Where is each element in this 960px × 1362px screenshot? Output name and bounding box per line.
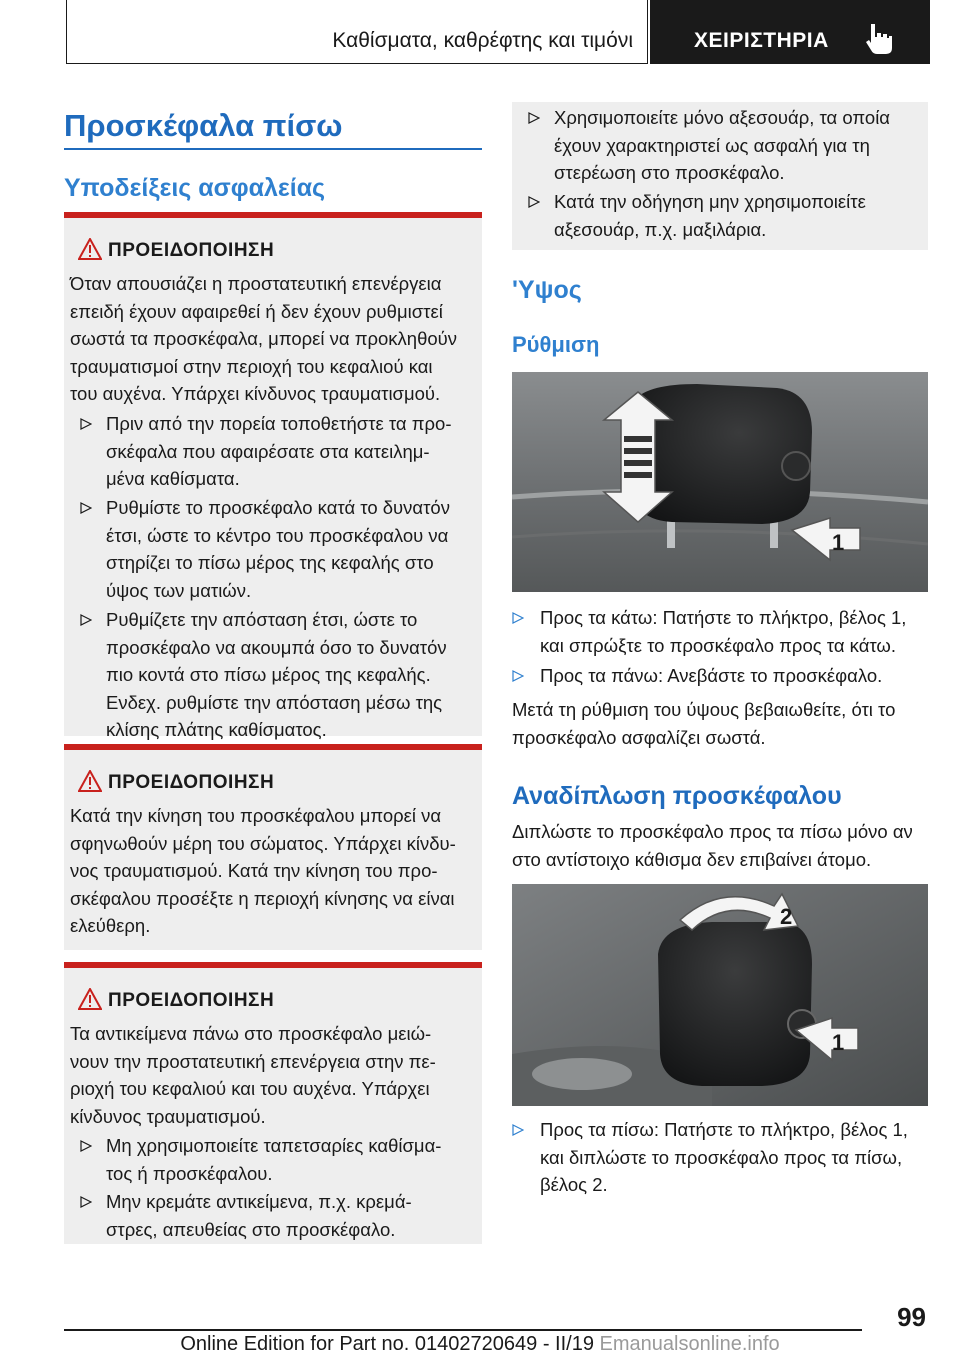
list-item-line: τος ή προσκέφαλου. bbox=[106, 1162, 273, 1184]
page-header bbox=[66, 0, 930, 64]
warning-box-3 bbox=[64, 962, 482, 1244]
list-item-line: Προς τα πάνω: Ανεβάστε το προσκέφαλο. bbox=[540, 665, 883, 686]
warning-line: Τα αντικείμενα πάνω στο προσκέφαλο μειώ- bbox=[70, 1023, 432, 1044]
warning-box-1 bbox=[64, 212, 482, 740]
list-item-line: πιο κοντά στο πίσω μέρος της κεφαλής. bbox=[106, 664, 431, 685]
list-item-line: Ενδεχ. ρυθμίστε την απόσταση μέσω της bbox=[106, 691, 443, 713]
warning-line: ελεύθερη. bbox=[70, 915, 151, 936]
height-title: 'Υψος bbox=[512, 276, 582, 304]
chapter-box bbox=[66, 0, 648, 64]
list-item bbox=[512, 662, 928, 690]
list-item bbox=[512, 604, 928, 659]
headrest-adjust-photo bbox=[512, 372, 928, 592]
list-item-line: ύψος των ματιών. bbox=[106, 579, 252, 601]
list-item-line: έχουν χαρακτηριστεί ως ασφαλή για τη bbox=[554, 134, 870, 156]
paragraph-line: προσκέφαλο ασφαλίζει σωστά. bbox=[512, 726, 766, 748]
bullet-triangle-icon bbox=[80, 1196, 92, 1208]
section-title: Προσκέφαλα πίσω bbox=[64, 108, 343, 143]
warning-line: επειδή έχουν αφαιρεθεί ή δεν έχουν ρυθμιστεί bbox=[70, 300, 443, 322]
title-rule bbox=[64, 148, 482, 150]
list-item-line: και διπλώστε το προσκέφαλο προς τα πίσω, bbox=[540, 1146, 903, 1168]
headrest-fold-photo bbox=[512, 884, 928, 1106]
warning-line: Κατά την κίνηση του προσκέφαλου μπορεί να bbox=[70, 805, 442, 826]
callout-2: 2 bbox=[780, 904, 793, 929]
list-item-line: Ρυθμίζετε την απόσταση έτσι, ώστε το bbox=[106, 609, 418, 630]
section-tab bbox=[650, 0, 930, 64]
list-item-line: Χρησιμοποιείτε μόνο αξεσουάρ, τα οποία bbox=[554, 107, 890, 128]
list-item-line: Κατά την οδήγηση μην χρησιμοποιείτε bbox=[554, 191, 866, 212]
edition-text: Online Edition for Part no. 01402720649 - II/19 bbox=[180, 1333, 594, 1355]
list-item-line: στηρίζει το πίσω μέρος της κεφαλής στο bbox=[106, 552, 434, 573]
list-item-line: μένα καθίσματα. bbox=[106, 468, 240, 489]
warning-heading: ΠΡΟΕΙΔΟΠΟΙΗΣΗ bbox=[108, 772, 275, 793]
bullet-triangle-icon bbox=[512, 1124, 524, 1136]
callout-1: 1 bbox=[832, 530, 845, 555]
paragraph-line: Διπλώστε το προσκέφαλο προς τα πίσω μόνο αν bbox=[512, 821, 913, 842]
bullet-triangle-icon bbox=[80, 418, 92, 430]
fold-text bbox=[512, 818, 928, 873]
bullet-triangle-icon bbox=[80, 614, 92, 626]
list-item bbox=[80, 494, 480, 604]
list-item bbox=[80, 1132, 480, 1187]
list-item-line: Ρυθμίστε το προσκέφαλο κατά το δυνατόν bbox=[106, 497, 450, 518]
warning-line: σωστά τα προσκέφαλα, μπορεί να προκληθούν bbox=[70, 328, 458, 349]
warning-line: νος τραυματισμού. Κατά την κίνηση του προ- bbox=[70, 860, 438, 881]
warning-heading: ΠΡΟΕΙΔΟΠΟΙΗΣΗ bbox=[108, 990, 275, 1011]
list-item-line: σκέφαλα που αφαιρέσατε στα κατειλημ- bbox=[106, 440, 430, 462]
warning-heading: ΠΡΟΕΙΔΟΠΟΙΗΣΗ bbox=[108, 240, 275, 261]
list-item bbox=[80, 606, 480, 744]
list-item-line: Προς τα κάτω: Πατήστε το πλήκτρο, βέλος 1, bbox=[540, 607, 907, 628]
paragraph-line: στο αντίστοιχο κάθισμα δεν επιβαίνει άτομο. bbox=[512, 848, 872, 870]
warning-line: νουν την προστατευτική επενέργεια στην πε- bbox=[70, 1050, 436, 1072]
footer-text bbox=[0, 1333, 960, 1356]
list-item-line: στρες, απευθείας στο προσκέφαλο. bbox=[106, 1218, 396, 1240]
list-item-line: αξεσουάρ, π.χ. μαξιλάρια. bbox=[554, 218, 767, 240]
list-item-line: στερέωση στο προσκέφαλο. bbox=[554, 162, 785, 183]
warning-triangle-icon bbox=[78, 988, 102, 1010]
warning-text bbox=[70, 270, 474, 408]
list-item bbox=[528, 104, 926, 187]
info-box bbox=[512, 102, 928, 250]
list-item-line: Πριν από την πορεία τοποθετήστε τα προ- bbox=[106, 413, 452, 434]
footer-rule bbox=[64, 1329, 862, 1331]
safety-subtitle: Υποδείξεις ασφαλείας bbox=[64, 174, 326, 202]
list-item-line: βέλος 2. bbox=[540, 1174, 608, 1195]
warning-line: Όταν απουσιάζει η προστατευτική επενέργεια bbox=[70, 273, 442, 294]
headrest-adjust-illustration bbox=[512, 372, 928, 592]
warning-text bbox=[70, 802, 474, 940]
page-number: 99 bbox=[897, 1302, 926, 1332]
bullet-triangle-icon bbox=[528, 112, 540, 124]
list-item bbox=[80, 410, 480, 493]
adjust-title: Ρύθμιση bbox=[512, 332, 600, 357]
bullet-triangle-icon bbox=[528, 196, 540, 208]
warning-box-2 bbox=[64, 744, 482, 950]
bullet-triangle-icon bbox=[512, 612, 524, 624]
list-item-line: κλίσης πλάτης καθίσματος. bbox=[106, 719, 327, 740]
warning-triangle-icon bbox=[78, 770, 102, 792]
warning-line: σκέφαλου προσέξτε η περιοχή κίνησης να είναι bbox=[70, 887, 455, 909]
adjust-note bbox=[512, 696, 928, 751]
pointing-hand-icon bbox=[862, 22, 896, 56]
paragraph-line: Μετά τη ρύθμιση του ύψους βεβαιωθείτε, ότι το bbox=[512, 699, 896, 720]
list-item-line: έτσι, ώστε το κέντρο του προσκέφαλου να bbox=[106, 524, 449, 546]
site-watermark[interactable]: Emanualsonline.info bbox=[599, 1333, 780, 1355]
warning-text bbox=[70, 1020, 474, 1130]
list-item bbox=[512, 1116, 928, 1199]
bullet-triangle-icon bbox=[80, 1140, 92, 1152]
warning-line: ριοχή του κεφαλιού και του αυχένα. Υπάρχει bbox=[70, 1078, 430, 1099]
warning-triangle-icon bbox=[78, 238, 102, 260]
headrest-fold-illustration bbox=[512, 884, 928, 1106]
bullet-triangle-icon bbox=[512, 670, 524, 682]
warning-line: του αυχένα. Υπάρχει κίνδυνος τραυματισμού. bbox=[70, 383, 441, 404]
list-item-line: Μη χρησιμοποιείτε ταπετσαρίες καθίσμα- bbox=[106, 1135, 442, 1156]
list-item bbox=[528, 188, 926, 243]
list-item-line: Μην κρεμάτε αντικείμενα, π.χ. κρεμά- bbox=[106, 1191, 412, 1212]
bullet-triangle-icon bbox=[80, 502, 92, 514]
fold-title: Αναδίπλωση προσκέφαλου bbox=[512, 782, 842, 810]
list-item-line: και σπρώξτε το προσκέφαλο προς τα κάτω. bbox=[540, 634, 897, 656]
chapter-title: Καθίσματα, καθρέφτης και τιμόνι bbox=[332, 29, 633, 52]
warning-line: σφηνωθούν μέρη του σώματος. Υπάρχει κίνδυ- bbox=[70, 832, 456, 854]
list-item bbox=[80, 1188, 480, 1243]
list-item-line: Προς τα πίσω: Πατήστε το πλήκτρο, βέλος 1, bbox=[540, 1119, 908, 1140]
section-tab-label: ΧΕΙΡΙΣΤΗΡΙΑ bbox=[694, 29, 829, 52]
warning-line: κίνδυνος τραυματισμού. bbox=[70, 1105, 266, 1127]
warning-line: τραυματισμοί στην περιοχή του κεφαλιού και bbox=[70, 355, 433, 377]
callout-1: 1 bbox=[832, 1030, 845, 1055]
list-item-line: προσκέφαλο να ακουμπά όσο το δυνατόν bbox=[106, 636, 447, 658]
